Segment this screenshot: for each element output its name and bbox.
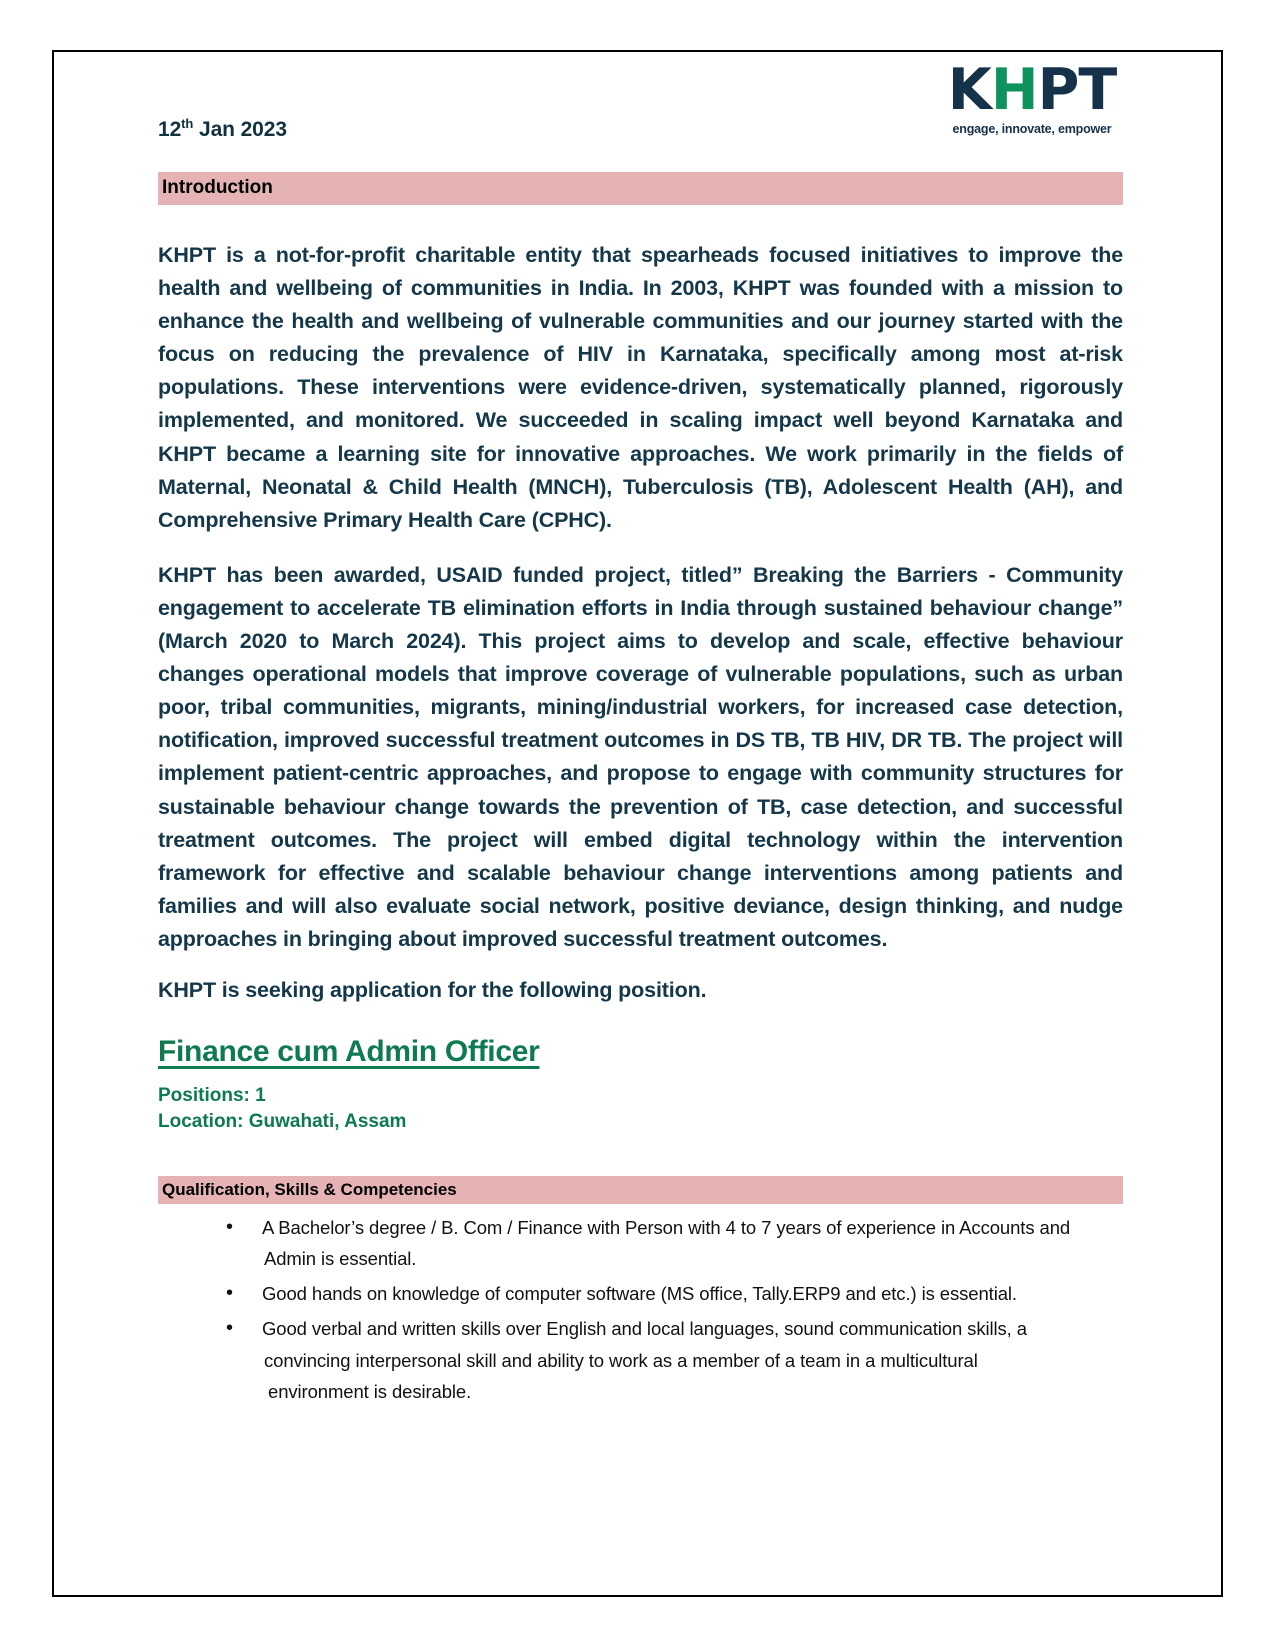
intro-paragraph-2: KHPT has been awarded, USAID funded project, titled” Breaking the Barriers - Community engagement to accelerate TB elimination efforts in India through sustained behaviour change” (March 2020 to March 2024). This project aims to develop and scale, effective behaviour changes operational models that improve coverage of vulnerable populations, such as urban poor, tribal communities, migrants, mining/industrial workers, for increased case detection, notification, improved successful treatment outcomes in DS TB, TB HIV, DR TB. The project will implement patient-centric approaches, and propose to engage with community structures for sustainable behaviour change towards the prevention of TB, case detection, and successful treatment outcomes. The project will embed digital technology within the intervention framework for effective and scalable behaviour change interventions among patients and families and will also evaluate social network, positive deviance, design thinking, and nudge approaches in bringing about improved successful treatment outcomes. — [158, 562, 1123, 952]
logo-letter-k: K — [947, 57, 991, 123]
position-title-wrap — [158, 1035, 1123, 1069]
document-page — [52, 50, 1223, 1597]
list-item — [226, 1313, 1123, 1406]
page-content — [158, 52, 1123, 1595]
qualification-line: Good verbal and written skills over English and local languages, sound communication skills, a — [262, 1318, 1027, 1340]
khpt-logo — [947, 57, 1117, 136]
intro-paragraph-1: KHPT is a not-for-profit charitable entity that spearheads focused initiatives to improve the health and wellbeing of communities in India. In 2003, KHPT was founded with a mission to enhance the health and wellbeing of vulnerable communities and our journey started with the focus on reducing the prevalence of HIV in Karnataka, specifically among most at-risk populations. These interventions were evidence-driven, systematically planned, rigorously implemented, and monitored. We succeeded in scaling impact well beyond Karnataka and KHPT became a learning site for innovative approaches. We work primarily in the fields of Maternal, Neonatal & Child Health (MNCH), Tuberculosis (TB), Adolescent Health (AH), and Comprehensive Primary Health Care (CPHC). — [158, 242, 1123, 532]
qualification-line: environment is desirable. — [268, 1380, 472, 1402]
qualification-line: Good hands on knowledge of computer software (MS office, Tally.ERP9 and etc.) is essential. — [262, 1283, 1017, 1305]
position-location: Location: Guwahati, Assam — [158, 1111, 407, 1133]
section-heading-qualification: Qualification, Skills & Competencies — [158, 1176, 1123, 1205]
date-ordinal: th — [181, 116, 194, 131]
qualifications-list — [158, 1212, 1123, 1406]
position-title: Finance cum Admin Officer — [158, 1035, 540, 1069]
date-rest: Jan 2023 — [193, 118, 287, 141]
intro-paragraph-3: KHPT is seeking application for the following position. — [158, 978, 707, 1003]
logo-letter-p: P — [1037, 57, 1079, 123]
logo-tagline: engage, innovate, empower — [952, 122, 1112, 136]
section-heading-introduction: Introduction — [158, 172, 1123, 205]
list-item — [226, 1212, 1123, 1274]
qualification-line: A Bachelor’s degree / B. Com / Finance with Person with 4 to 7 years of experience in Accounts and — [262, 1217, 1071, 1239]
logo-letter-h: H — [990, 57, 1038, 123]
qualification-line: Admin is essential. — [264, 1248, 417, 1270]
position-count: Positions: 1 — [158, 1085, 266, 1107]
logo-letter-t: T — [1078, 57, 1117, 123]
list-item — [226, 1278, 1123, 1309]
date-day: 12 — [158, 118, 182, 141]
document-date — [158, 118, 287, 142]
document-header — [158, 52, 1123, 172]
logo-wordmark — [947, 57, 1117, 123]
qualification-line: convincing interpersonal skill and ability to work as a member of a team in a multicultural — [264, 1349, 978, 1371]
